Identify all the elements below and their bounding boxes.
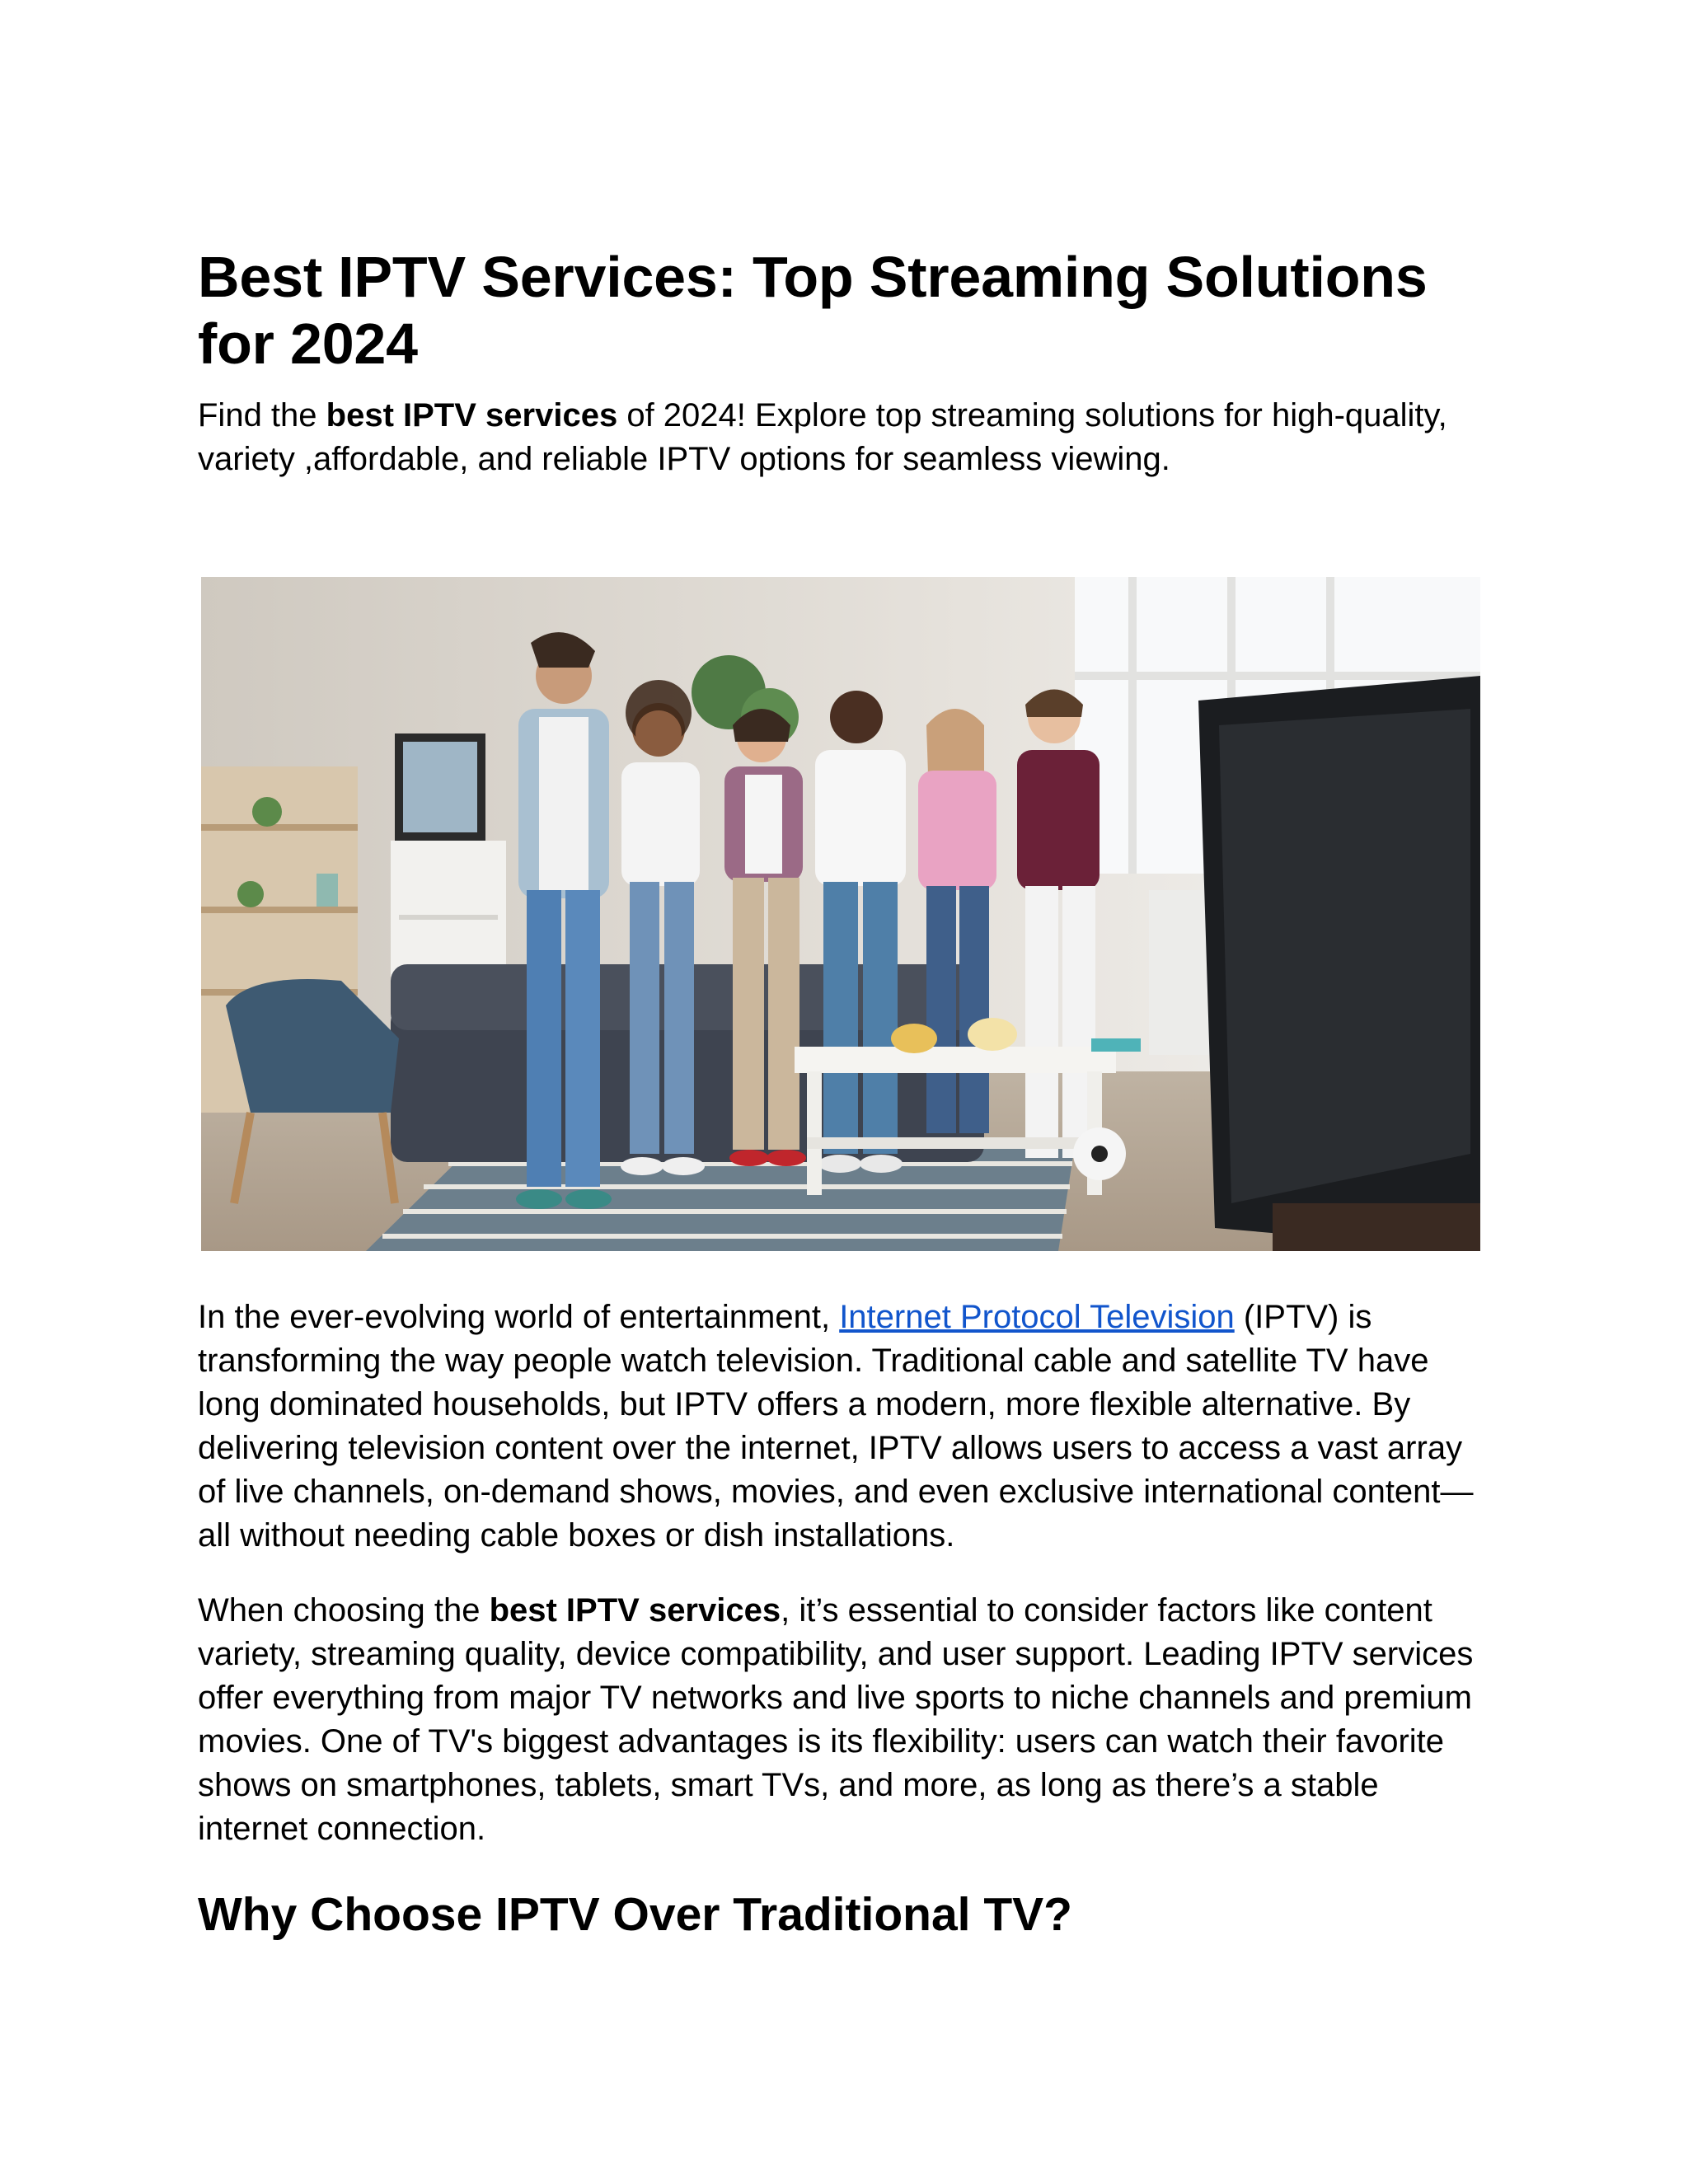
lead-text-start: Find the: [198, 397, 326, 434]
lead-bold-phrase: best IPTV services: [326, 397, 618, 434]
hero-image: [201, 577, 1480, 1251]
choosing-paragraph: [198, 1589, 1477, 1851]
lead-paragraph: [198, 394, 1467, 481]
section-heading: Why Choose IPTV Over Traditional TV?: [198, 1888, 1072, 1941]
choosing-text-start: When choosing the: [198, 1592, 490, 1629]
article-title: Best IPTV Services: Top Streaming Solutions for 2024: [198, 245, 1428, 376]
intro-text-end: (IPTV) is transforming the way people watch television. Traditional cable and satellite TV have long dominated households, but IPTV offers a modern, more flexible alternative. By delivering television content over the internet, IPTV allows users to access a vast array of live channels, on-demand shows, movies, and even exclusive international content—all without needing cable boxes or dish installations.: [198, 1299, 1474, 1554]
choosing-bold-phrase: best IPTV services: [489, 1592, 781, 1629]
document-page: [198, 244, 1477, 1942]
lead-text-end: of 2024! Explore top streaming solutions for high-quality, variety ,affordable, and reliable IPTV options for seamless viewing.: [198, 397, 1447, 477]
iptv-wiki-link[interactable]: Internet Protocol Television: [839, 1299, 1235, 1335]
intro-paragraph: [198, 1296, 1477, 1558]
intro-text-start: In the ever-evolving world of entertainment,: [198, 1299, 840, 1335]
choosing-text-end: , it’s essential to consider factors like content variety, streaming quality, device compatibility, and user support. Leading IPTV services offer everything from major TV networks and live sports to niche channels and premium movies. One of TV's biggest advantages is its flexibility: users can watch their favorite shows on smartphones, tablets, smart TVs, and more, as long as there’s a stable internet connection.: [198, 1592, 1474, 1847]
photo-of-friends-watching-tv-icon: [201, 577, 1480, 1251]
